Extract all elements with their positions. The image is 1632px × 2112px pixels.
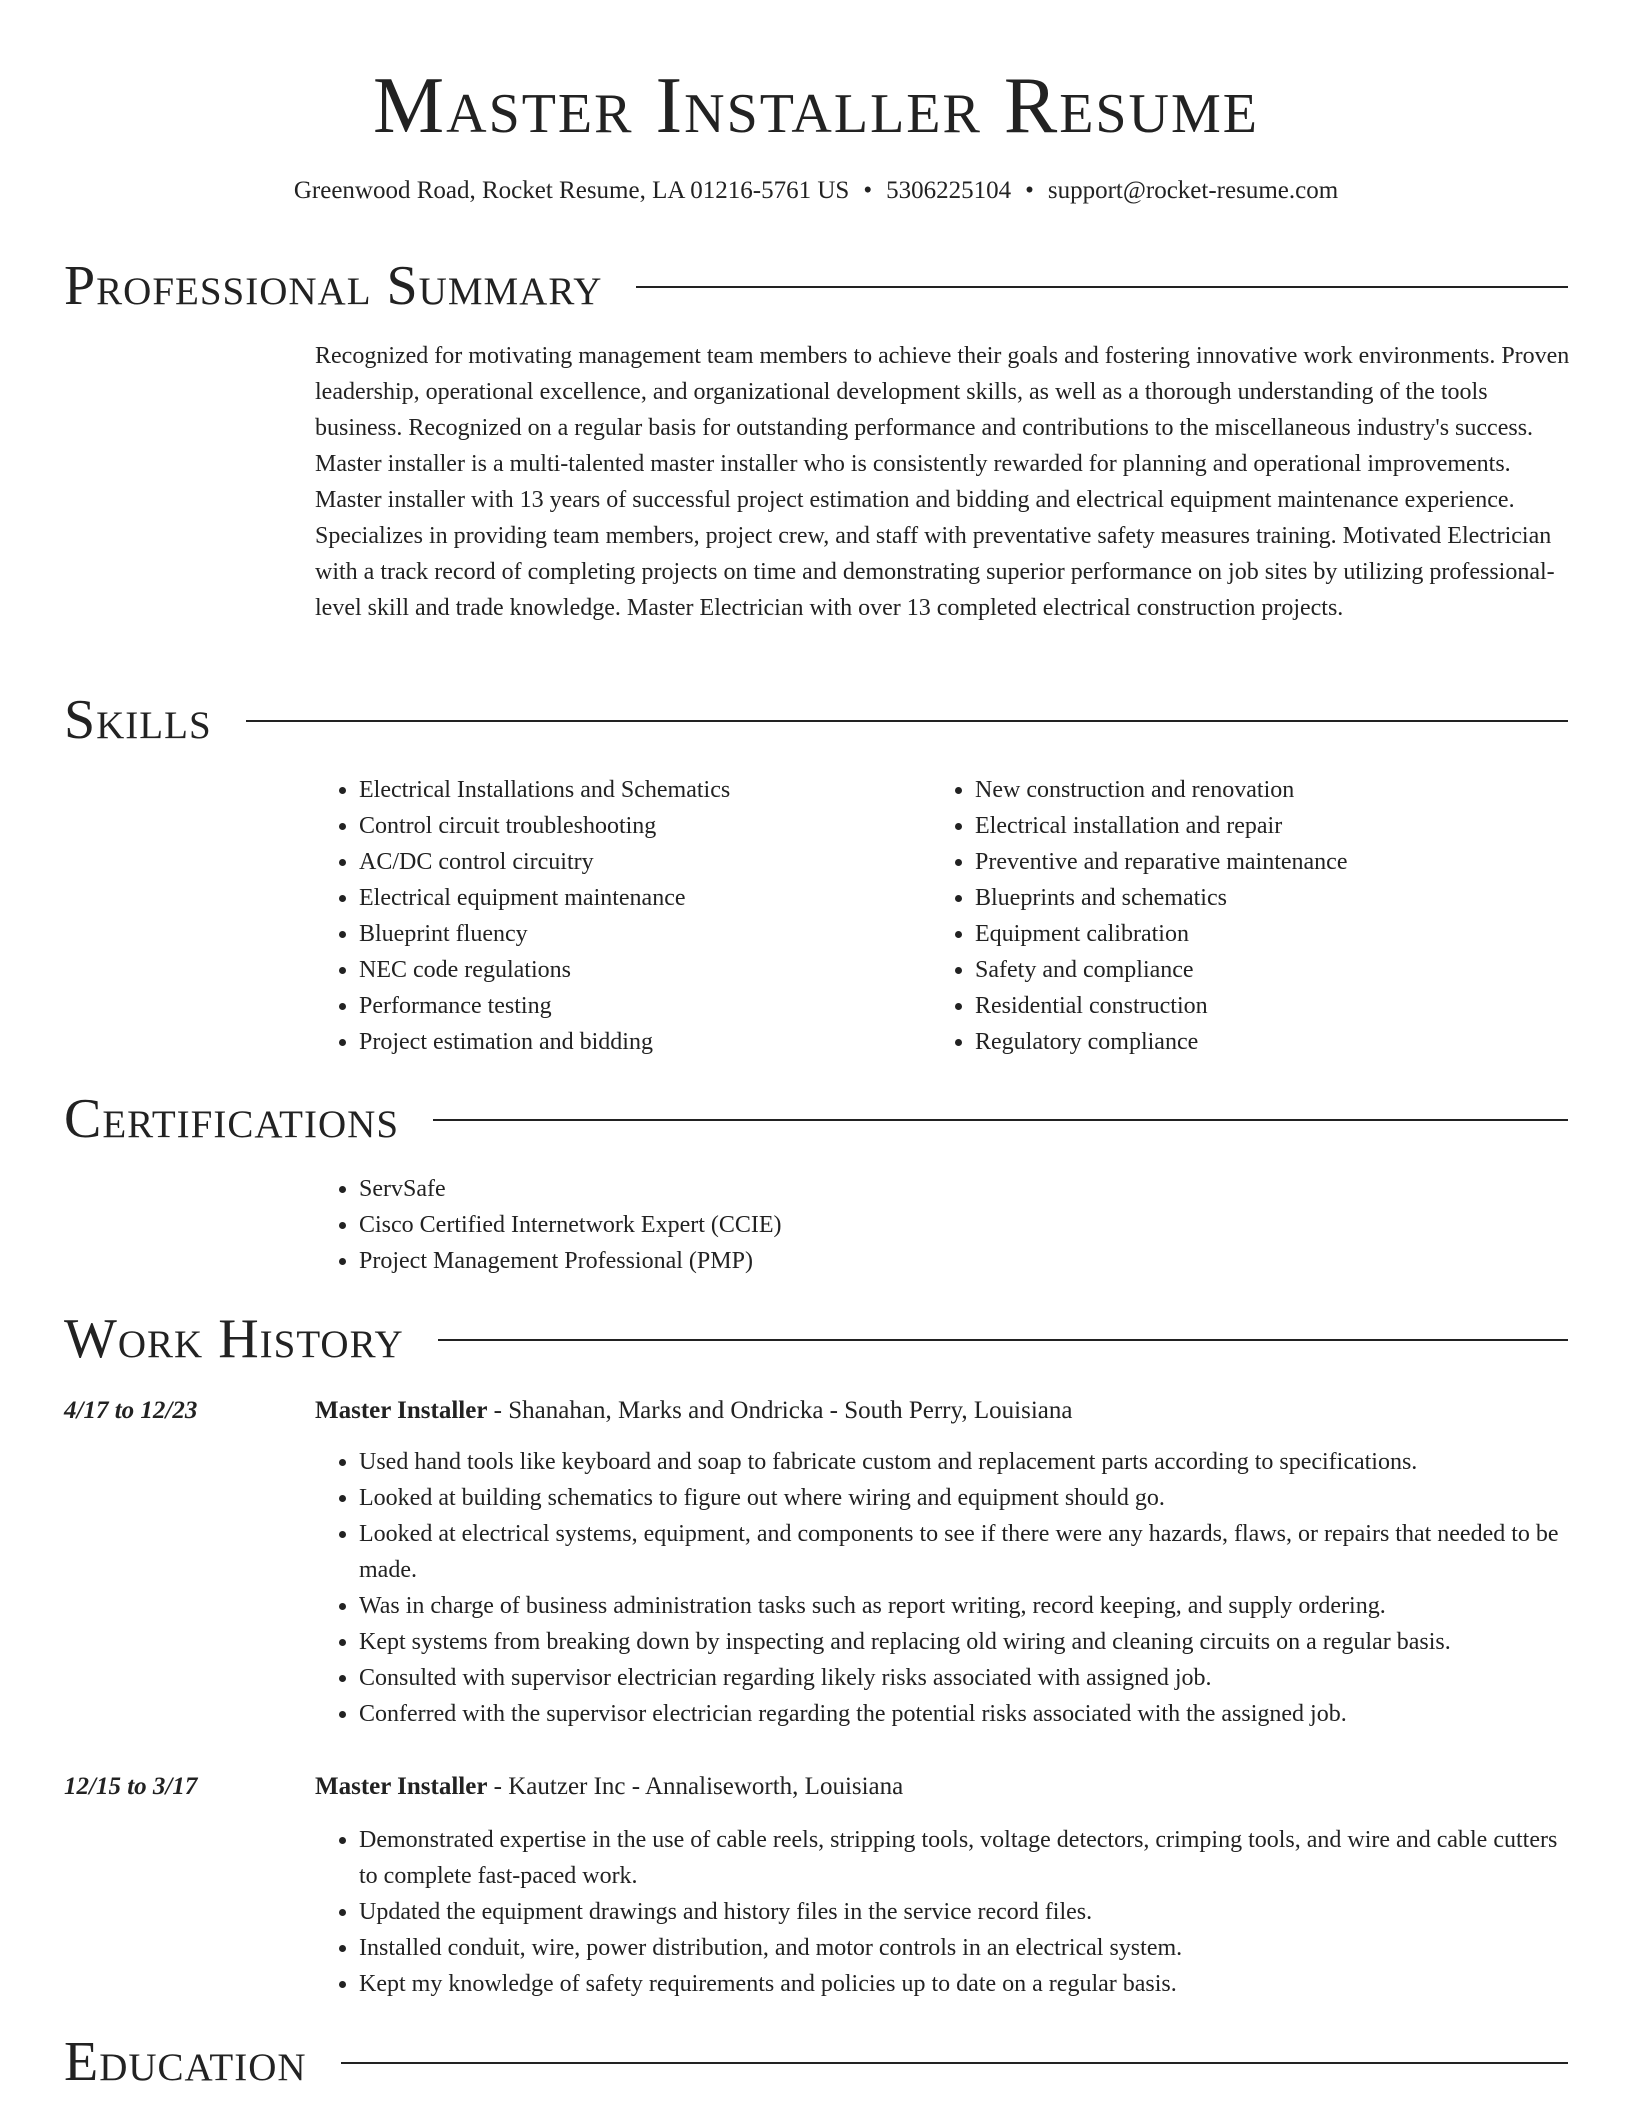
education-heading: Education — [64, 2031, 307, 2093]
job-dates: 4/17 to 12/23 — [64, 1397, 198, 1424]
duty-item: • Kept systems from breaking down by inspecting and replacing old wiring and cleaning circuits on a regular basis. — [359, 1624, 1570, 1660]
skill-item: • Electrical installation and repair — [975, 808, 1531, 844]
certification-item: • Cisco Certified Internetwork Expert (CCIE) — [359, 1207, 1570, 1243]
resume-title: Master Installer Resume — [373, 62, 1259, 150]
section-divider — [438, 1339, 1568, 1341]
skill-item: • Performance testing — [359, 988, 915, 1024]
skill-item: • Regulatory compliance — [975, 1024, 1531, 1060]
duty-item: • Conferred with the supervisor electrician regarding the potential risks associated with the assigned job. — [359, 1696, 1570, 1732]
section-divider — [433, 1119, 1568, 1121]
duty-bullets — [315, 1444, 1570, 1732]
job-dates: 12/15 to 3/17 — [64, 1773, 198, 1800]
summary-heading: Professional Summary — [64, 255, 603, 317]
certification-item: • Project Management Professional (PMP) — [359, 1243, 1570, 1279]
skill-item: • New construction and renovation — [975, 772, 1531, 808]
duty-item: • Looked at building schematics to figure out where wiring and equipment should go. — [359, 1480, 1570, 1516]
job-duties — [315, 1444, 1570, 1732]
job-title: Master Installer — [315, 1397, 488, 1424]
duty-item: • Looked at electrical systems, equipment, and components to see if there were any hazards, flaws, or repairs that needed to be made. — [359, 1516, 1570, 1588]
summary-section-header — [64, 254, 1568, 318]
skill-item: • NEC code regulations — [359, 952, 915, 988]
section-divider — [341, 2062, 1568, 2064]
skills-list-left — [315, 772, 915, 1060]
duty-item: • Used hand tools like keyboard and soap to fabricate custom and replacement parts according to specifications. — [359, 1444, 1570, 1480]
certifications-heading: Certifications — [64, 1088, 400, 1150]
section-divider — [246, 720, 1568, 722]
duty-bullets — [315, 1822, 1570, 2002]
job-employer: - Shanahan, Marks and Ondricka - South Perry, Louisiana — [487, 1397, 1073, 1424]
duty-item: • Demonstrated expertise in the use of cable reels, stripping tools, voltage detectors, crimping tools, and wire and cable cutters to complete fast-paced work. — [359, 1822, 1570, 1894]
skills-heading: Skills — [64, 689, 212, 751]
skill-bullets — [315, 772, 915, 1060]
skill-item: • Control circuit troubleshooting — [359, 808, 915, 844]
work-history-heading: Work History — [64, 1308, 404, 1370]
skill-item: • Residential construction — [975, 988, 1531, 1024]
contact-line — [0, 174, 1632, 208]
duty-item: • Kept my knowledge of safety requirements and policies up to date on a regular basis. — [359, 1966, 1570, 2002]
skills-list-right — [931, 772, 1531, 1060]
separator-dot: • — [863, 177, 873, 204]
skill-item: • Electrical equipment maintenance — [359, 880, 915, 916]
work-history-section-header — [64, 1307, 1568, 1371]
skill-item: • Electrical Installations and Schematics — [359, 772, 915, 808]
certifications-section-header — [64, 1087, 1568, 1151]
skill-item: • Project estimation and bidding — [359, 1024, 915, 1060]
certifications-list — [315, 1171, 1570, 1279]
duty-item: • Was in charge of business administration tasks such as report writing, record keeping, and supply ordering. — [359, 1588, 1570, 1624]
summary-text: Recognized for motivating management team members to achieve their goals and fostering innovative work environments. Proven leadership, operational excellence, and organizational development skills, as well as a thorough understanding of the tools business. Recognized on a regular basis for outstanding performance and contributions to the miscellaneous industry's success. Master installer is a multi-talented master installer who is consistently rewarded for planning and operational improvements. Master installer with 13 years of successful project estimation and bidding and electrical equipment maintenance experience. Specializes in providing team members, project crew, and staff with preventative safety measures training. Motivated Electrician with a track record of completing projects on time and demonstrating superior performance on job sites by utilizing professional-level skill and trade knowledge. Master Electrician with over 13 completed electrical construction projects. — [315, 343, 1570, 621]
section-divider — [636, 286, 1568, 288]
skill-item: • Blueprints and schematics — [975, 880, 1531, 916]
skill-item: • Preventive and reparative maintenance — [975, 844, 1531, 880]
skill-item: • Blueprint fluency — [359, 916, 915, 952]
duty-item: • Installed conduit, wire, power distribution, and motor controls in an electrical system. — [359, 1930, 1570, 1966]
job-title-line — [315, 1393, 1072, 1429]
address: Greenwood Road, Rocket Resume, LA 01216-5761 US — [293, 177, 850, 204]
skill-item: • Safety and compliance — [975, 952, 1531, 988]
job-employer: - Kautzer Inc - Annaliseworth, Louisiana — [487, 1773, 904, 1800]
job-title: Master Installer — [315, 1773, 488, 1800]
duty-item: • Updated the equipment drawings and history files in the service record files. — [359, 1894, 1570, 1930]
skill-item: • AC/DC control circuitry — [359, 844, 915, 880]
separator-dot: • — [1025, 177, 1034, 204]
certification-item: • ServSafe — [359, 1171, 1570, 1207]
skills-section-header — [64, 688, 1568, 752]
skill-item: • Equipment calibration — [975, 916, 1531, 952]
education-section-header — [64, 2030, 1568, 2094]
certification-bullets — [315, 1171, 1570, 1279]
job-title-line — [315, 1769, 903, 1805]
phone: 5306225104 — [886, 177, 1012, 204]
email: support@rocket-resume.com — [1047, 177, 1339, 204]
job-duties — [315, 1822, 1570, 2002]
skill-bullets — [931, 772, 1531, 1060]
duty-item: • Consulted with supervisor electrician regarding likely risks associated with assigned job. — [359, 1660, 1570, 1696]
